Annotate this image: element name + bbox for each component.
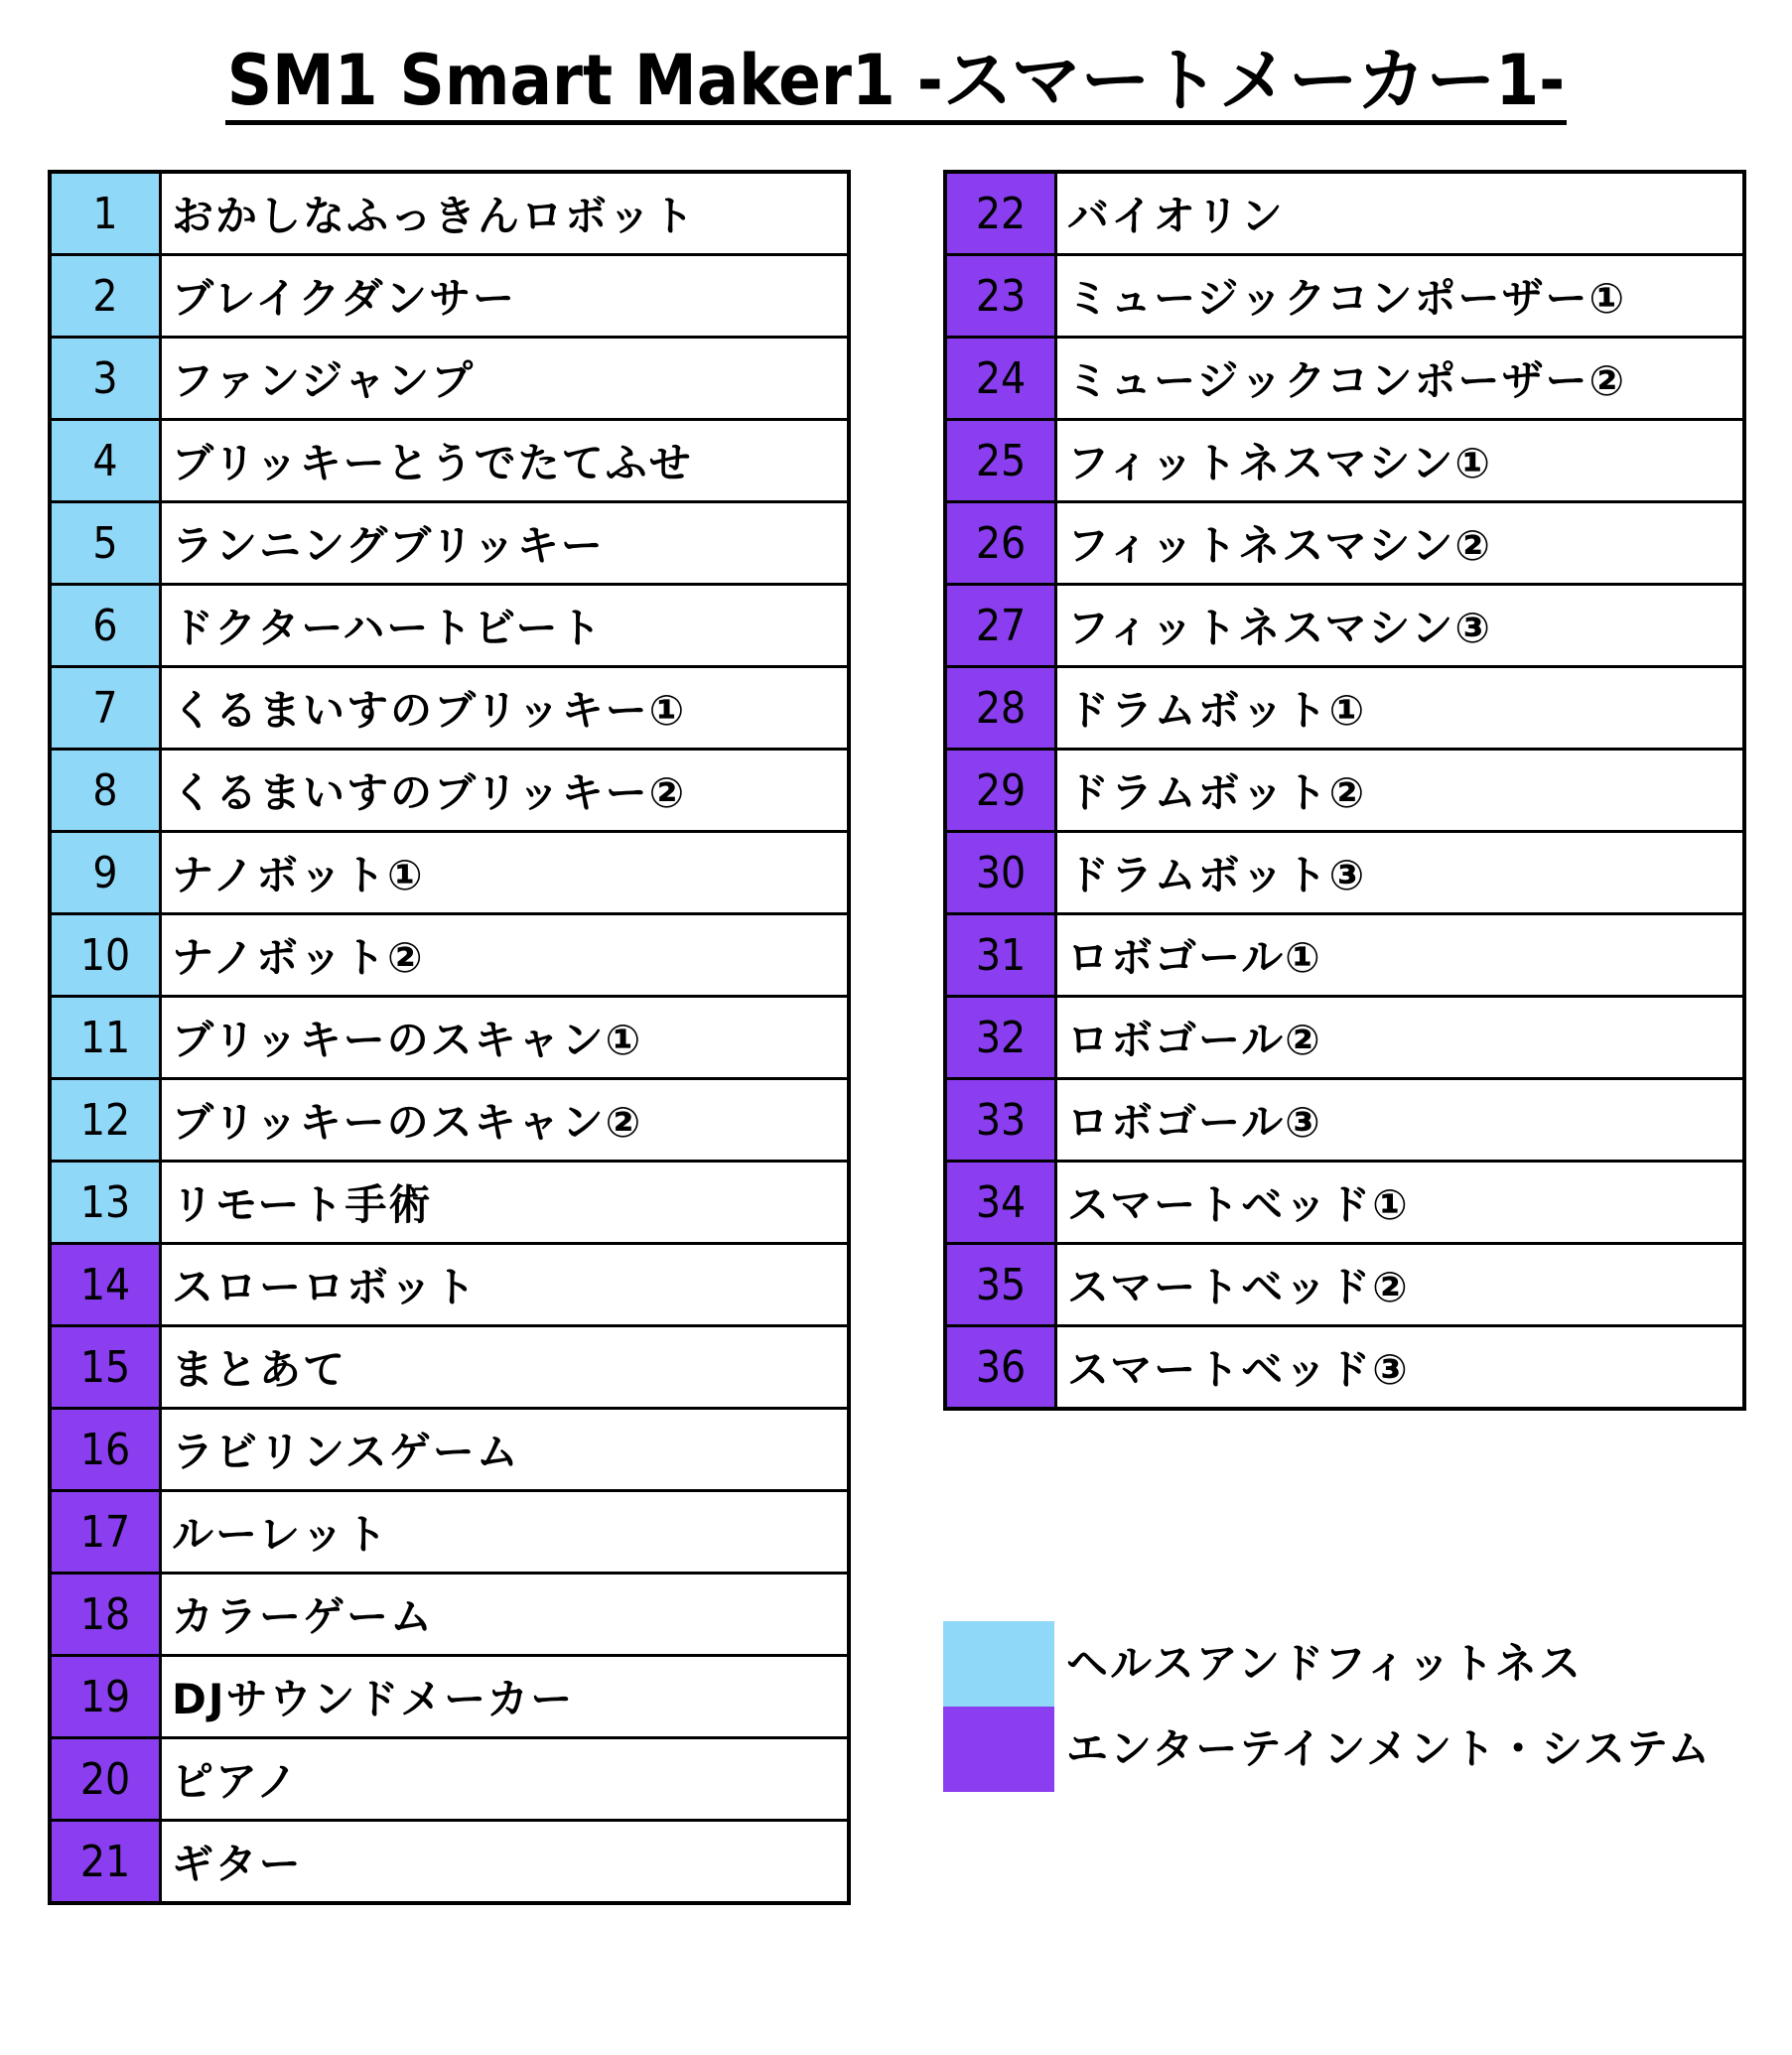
table-row xyxy=(50,997,849,1079)
table-row xyxy=(945,1079,1744,1162)
table-row xyxy=(50,585,849,667)
item-number: 10 xyxy=(50,914,161,997)
item-name: ミュージックコンポーザー② xyxy=(1056,338,1745,420)
item-name: ブリッキーのスキャン① xyxy=(161,997,850,1079)
item-number: 8 xyxy=(50,750,161,832)
item-name: ロボゴール① xyxy=(1056,914,1745,997)
item-name: ドラムボット③ xyxy=(1056,832,1745,914)
table-row xyxy=(50,1244,849,1326)
item-name: ナノボット① xyxy=(161,832,850,914)
table-row xyxy=(945,667,1744,750)
table-row xyxy=(50,1079,849,1162)
item-number: 9 xyxy=(50,832,161,914)
legend-label-entertainment: エンターテインメント・システム xyxy=(1066,1724,1712,1773)
table-row xyxy=(50,667,849,750)
item-name: ブリッキーのスキャン② xyxy=(161,1079,850,1162)
item-number: 21 xyxy=(50,1821,161,1904)
table-row xyxy=(50,420,849,502)
item-number: 33 xyxy=(945,1079,1056,1162)
item-name: ロボゴール② xyxy=(1056,997,1745,1079)
table-row xyxy=(50,1738,849,1821)
item-name: フィットネスマシン③ xyxy=(1056,585,1745,667)
table-row xyxy=(945,502,1744,585)
item-number: 16 xyxy=(50,1409,161,1491)
table-row xyxy=(50,502,849,585)
item-name: ナノボット② xyxy=(161,914,850,997)
item-name: ロボゴール③ xyxy=(1056,1079,1745,1162)
item-name: ドラムボット② xyxy=(1056,750,1745,832)
item-name: くるまいすのブリッキー① xyxy=(161,667,850,750)
item-number: 5 xyxy=(50,502,161,585)
item-number: 34 xyxy=(945,1162,1056,1244)
page-title xyxy=(0,36,1792,125)
item-number: 20 xyxy=(50,1738,161,1821)
item-number: 19 xyxy=(50,1656,161,1738)
item-name: フィットネスマシン② xyxy=(1056,502,1745,585)
item-number: 25 xyxy=(945,420,1056,502)
item-number: 31 xyxy=(945,914,1056,997)
item-table-right xyxy=(943,170,1746,1411)
table-row xyxy=(945,750,1744,832)
item-name: ランニングブリッキー xyxy=(161,502,850,585)
item-number: 17 xyxy=(50,1491,161,1574)
item-number: 1 xyxy=(50,172,161,255)
item-number: 4 xyxy=(50,420,161,502)
item-name: ルーレット xyxy=(161,1491,850,1574)
item-number: 24 xyxy=(945,338,1056,420)
item-name: スマートベッド② xyxy=(1056,1244,1745,1326)
item-name: ピアノ xyxy=(161,1738,850,1821)
item-number: 30 xyxy=(945,832,1056,914)
table-row xyxy=(945,997,1744,1079)
item-number: 11 xyxy=(50,997,161,1079)
page-title-text: SM1 Smart Maker1 -スマートメーカー1- xyxy=(225,41,1568,125)
item-number: 26 xyxy=(945,502,1056,585)
table-row xyxy=(50,1656,849,1738)
item-name: ドラムボット① xyxy=(1056,667,1745,750)
table-row xyxy=(50,1491,849,1574)
item-name: ドクターハートビート xyxy=(161,585,850,667)
item-name: フィットネスマシン① xyxy=(1056,420,1745,502)
item-name: スマートベッド① xyxy=(1056,1162,1745,1244)
item-name: バイオリン xyxy=(1056,172,1745,255)
item-number: 18 xyxy=(50,1574,161,1656)
table-row xyxy=(50,1326,849,1409)
item-table-right-body xyxy=(945,172,1744,1409)
item-number: 22 xyxy=(945,172,1056,255)
item-table-left xyxy=(48,170,851,1905)
item-number: 13 xyxy=(50,1162,161,1244)
item-number: 6 xyxy=(50,585,161,667)
item-name: ラビリンスゲーム xyxy=(161,1409,850,1491)
item-number: 14 xyxy=(50,1244,161,1326)
item-name: ミュージックコンポーザー① xyxy=(1056,255,1745,338)
item-name: スローロボット xyxy=(161,1244,850,1326)
item-number: 29 xyxy=(945,750,1056,832)
table-row xyxy=(50,832,849,914)
legend-label-health: ヘルスアンドフィットネス xyxy=(1066,1639,1584,1688)
table-row xyxy=(50,750,849,832)
item-name: おかしなふっきんロボット xyxy=(161,172,850,255)
table-row xyxy=(945,1162,1744,1244)
item-name: DJサウンドメーカー xyxy=(161,1656,850,1738)
legend-swatch-entertainment xyxy=(943,1707,1054,1792)
item-number: 7 xyxy=(50,667,161,750)
item-name: ブレイクダンサー xyxy=(161,255,850,338)
item-number: 36 xyxy=(945,1326,1056,1410)
table-row xyxy=(50,1409,849,1491)
legend-swatch-health xyxy=(943,1621,1054,1707)
item-name: まとあて xyxy=(161,1326,850,1409)
item-number: 12 xyxy=(50,1079,161,1162)
table-row xyxy=(945,914,1744,997)
table-row xyxy=(945,832,1744,914)
item-number: 28 xyxy=(945,667,1056,750)
item-name: リモート手術 xyxy=(161,1162,850,1244)
table-row xyxy=(945,255,1744,338)
table-row xyxy=(945,420,1744,502)
table-row xyxy=(50,338,849,420)
item-number: 32 xyxy=(945,997,1056,1079)
item-name: ファンジャンプ xyxy=(161,338,850,420)
item-name: くるまいすのブリッキー② xyxy=(161,750,850,832)
item-number: 23 xyxy=(945,255,1056,338)
item-number: 15 xyxy=(50,1326,161,1409)
item-number: 27 xyxy=(945,585,1056,667)
item-number: 2 xyxy=(50,255,161,338)
item-number: 35 xyxy=(945,1244,1056,1326)
table-row xyxy=(50,172,849,255)
table-row xyxy=(945,338,1744,420)
table-row xyxy=(50,1162,849,1244)
table-row xyxy=(50,1821,849,1904)
item-table-left-body xyxy=(50,172,849,1903)
item-name: ブリッキーとうでたてふせ xyxy=(161,420,850,502)
item-name: スマートベッド③ xyxy=(1056,1326,1745,1410)
table-row xyxy=(50,914,849,997)
item-name: ギター xyxy=(161,1821,850,1904)
item-name: カラーゲーム xyxy=(161,1574,850,1656)
table-row xyxy=(50,255,849,338)
table-row xyxy=(945,1326,1744,1410)
table-row xyxy=(50,1574,849,1656)
table-row xyxy=(945,585,1744,667)
table-row xyxy=(945,172,1744,255)
item-number: 3 xyxy=(50,338,161,420)
table-row xyxy=(945,1244,1744,1326)
